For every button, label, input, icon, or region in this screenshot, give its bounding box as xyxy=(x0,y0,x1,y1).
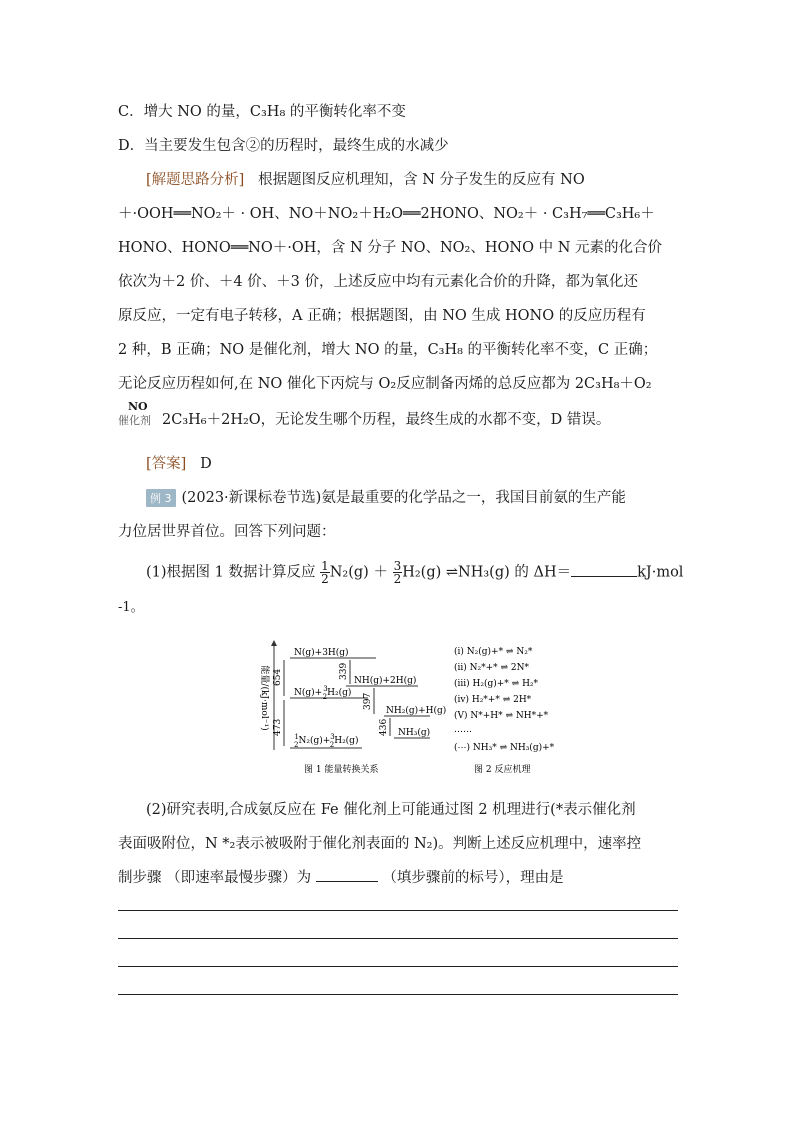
example-intro-2: 力位居世界首位。回答下列问题： xyxy=(118,524,336,540)
analysis-line-7: 无论反应历程如何,在 NO 催化下丙烷与 O₂反应制备丙烯的总反应都为 2C₃H₈＋O₂ xyxy=(118,376,652,392)
q1-unit-cont: -1。 xyxy=(118,600,144,615)
fig2-caption: 图 2 反应机理 xyxy=(474,765,531,775)
value-436: 436 xyxy=(379,718,389,736)
answer-line-4[interactable] xyxy=(118,994,678,995)
q1-nh3: NH₃(g) 的 ΔH＝ xyxy=(458,564,572,581)
catalyst-label: NO xyxy=(128,400,148,413)
figure-energy-diagram xyxy=(118,638,678,778)
answer-line xyxy=(146,452,212,473)
value-339: 339 xyxy=(339,662,349,680)
fig1-ylabel: 能量/(kJ·mol⁻¹) xyxy=(259,665,269,731)
value-654: 654 xyxy=(273,668,283,686)
q1-h2: H₂(g) xyxy=(402,564,446,581)
analysis-last: 2C₃H₆＋2H₂O，无论发生哪个历程，最终生成的水都不变，D 错误。 xyxy=(162,412,611,428)
step-ellipsis: …… xyxy=(454,725,472,735)
q1-answer-blank[interactable] xyxy=(571,564,637,577)
analysis-line-3: HONO、HONO══NO＋·OH，含 N 分子 NO、NO₂、HONO 中 N 元素的化合价 xyxy=(118,240,662,256)
figure-2 xyxy=(454,646,555,775)
example-intro-text: (2023·新课标卷节选)氨是最重要的化学品之一，我国目前氨的生产能 xyxy=(181,490,626,506)
example-badge: 例 3 xyxy=(146,489,176,507)
analysis-line-2: ＋·OOH══NO₂＋ · OH、NO＋NO₂＋H₂O══2HONO、NO₂＋ · C₃H₇══C₃H₆＋ xyxy=(118,206,655,222)
option-c: C．增大 NO 的量，C₃H₈ 的平衡转化率不变 xyxy=(118,104,406,120)
answer-line-1[interactable] xyxy=(118,910,678,911)
analysis-line-6: 2 种，B 正确；NO 是催化剂，增大 NO 的量，C₃H₈ 的平衡转化率不变，C 正确； xyxy=(118,342,658,358)
value-473: 473 xyxy=(273,718,283,736)
answer-line-3[interactable] xyxy=(118,966,678,967)
catalyst-arrow-label: 催化剂 xyxy=(118,414,151,427)
level-nh-2h: NH(g)+2H(g) xyxy=(354,676,417,686)
q2-step-blank[interactable] xyxy=(316,869,378,882)
step-last: (⋯) NH₃* ⇌ NH₃(g)+* xyxy=(454,743,555,753)
level-nh3: NH₃(g) xyxy=(398,728,431,738)
q2-step-text: 制步骤 （即速率最慢步骤）为 xyxy=(118,870,312,886)
step-5: (Ⅴ) N*+H* ⇌ NH*+* xyxy=(454,711,549,721)
q1-prefix: (1)根据图 1 数据计算反应 xyxy=(146,564,316,581)
question-2-line-3 xyxy=(118,866,564,887)
q1-n2: N₂(g) ＋ xyxy=(329,564,388,581)
option-d: D．当主要发生包含②的历程时，最终生成的水减少 xyxy=(118,138,449,154)
level-reactants: $^1$ 2N₂(g)+$^3$ 2H₂(g) xyxy=(294,733,359,749)
step-2: (ⅱ) N₂*+* ⇌ 2N* xyxy=(454,663,530,673)
analysis-tag: [解题思路分析] xyxy=(146,172,245,188)
step-3: (ⅲ) H₂(g)+* ⇌ H₂* xyxy=(454,679,539,689)
answer-line-2[interactable] xyxy=(118,938,678,939)
q1-unit: kJ·mol xyxy=(637,564,684,581)
question-2-line-1: (2)研究表明,合成氨反应在 Fe 催化剂上可能通过图 2 机理进行(*表示催化剂 xyxy=(146,802,636,818)
value-397: 397 xyxy=(363,692,373,710)
level-n-3h: N(g)+3H(g) xyxy=(294,648,349,658)
question-1 xyxy=(146,560,683,585)
question-2-line-2: 表面吸附位，N *₂表示被吸附于催化剂表面的 N₂)。判断上述反应机理中，速率控 xyxy=(118,836,642,852)
fig1-caption: 图 1 能量转换关系 xyxy=(304,765,379,775)
equilibrium-arrow-icon: ⇌ xyxy=(445,564,459,581)
analysis-text: 根据题图反应机理知，含 N 分子发生的反应有 NO xyxy=(258,172,585,188)
step-1: (ⅰ) N₂(g)+* ⇌ N₂* xyxy=(454,647,533,657)
figure-1 xyxy=(259,640,446,775)
example-intro-1 xyxy=(146,486,626,507)
analysis-line-5: 原反应，一定有电子转移，A 正确；根据题图，由 NO 生成 HONO 的反应历程有 xyxy=(118,308,646,324)
answer-value: D xyxy=(200,456,212,472)
analysis-line-8 xyxy=(118,400,611,429)
fraction-half: $\frac{1}{2}$ xyxy=(321,559,329,586)
q2-reason-text: （填步骤前的标号），理由是 xyxy=(382,870,564,886)
analysis-line-1 xyxy=(146,168,585,189)
level-n-1.5h2: N(g)+$^3$ 2H₂(g) xyxy=(294,685,352,701)
fraction-three-halves: $\frac{3}{2}$ xyxy=(393,559,402,586)
answer-tag: [答案] xyxy=(146,456,187,472)
step-4: (ⅳ) H₂*+* ⇌ 2H* xyxy=(454,695,532,705)
level-nh2-h: NH₂(g)+H(g) xyxy=(386,706,447,716)
analysis-line-4: 依次为＋2 价、＋4 价、＋3 价，上述反应中均有元素化合价的升降，都为氧化还 xyxy=(118,274,639,290)
